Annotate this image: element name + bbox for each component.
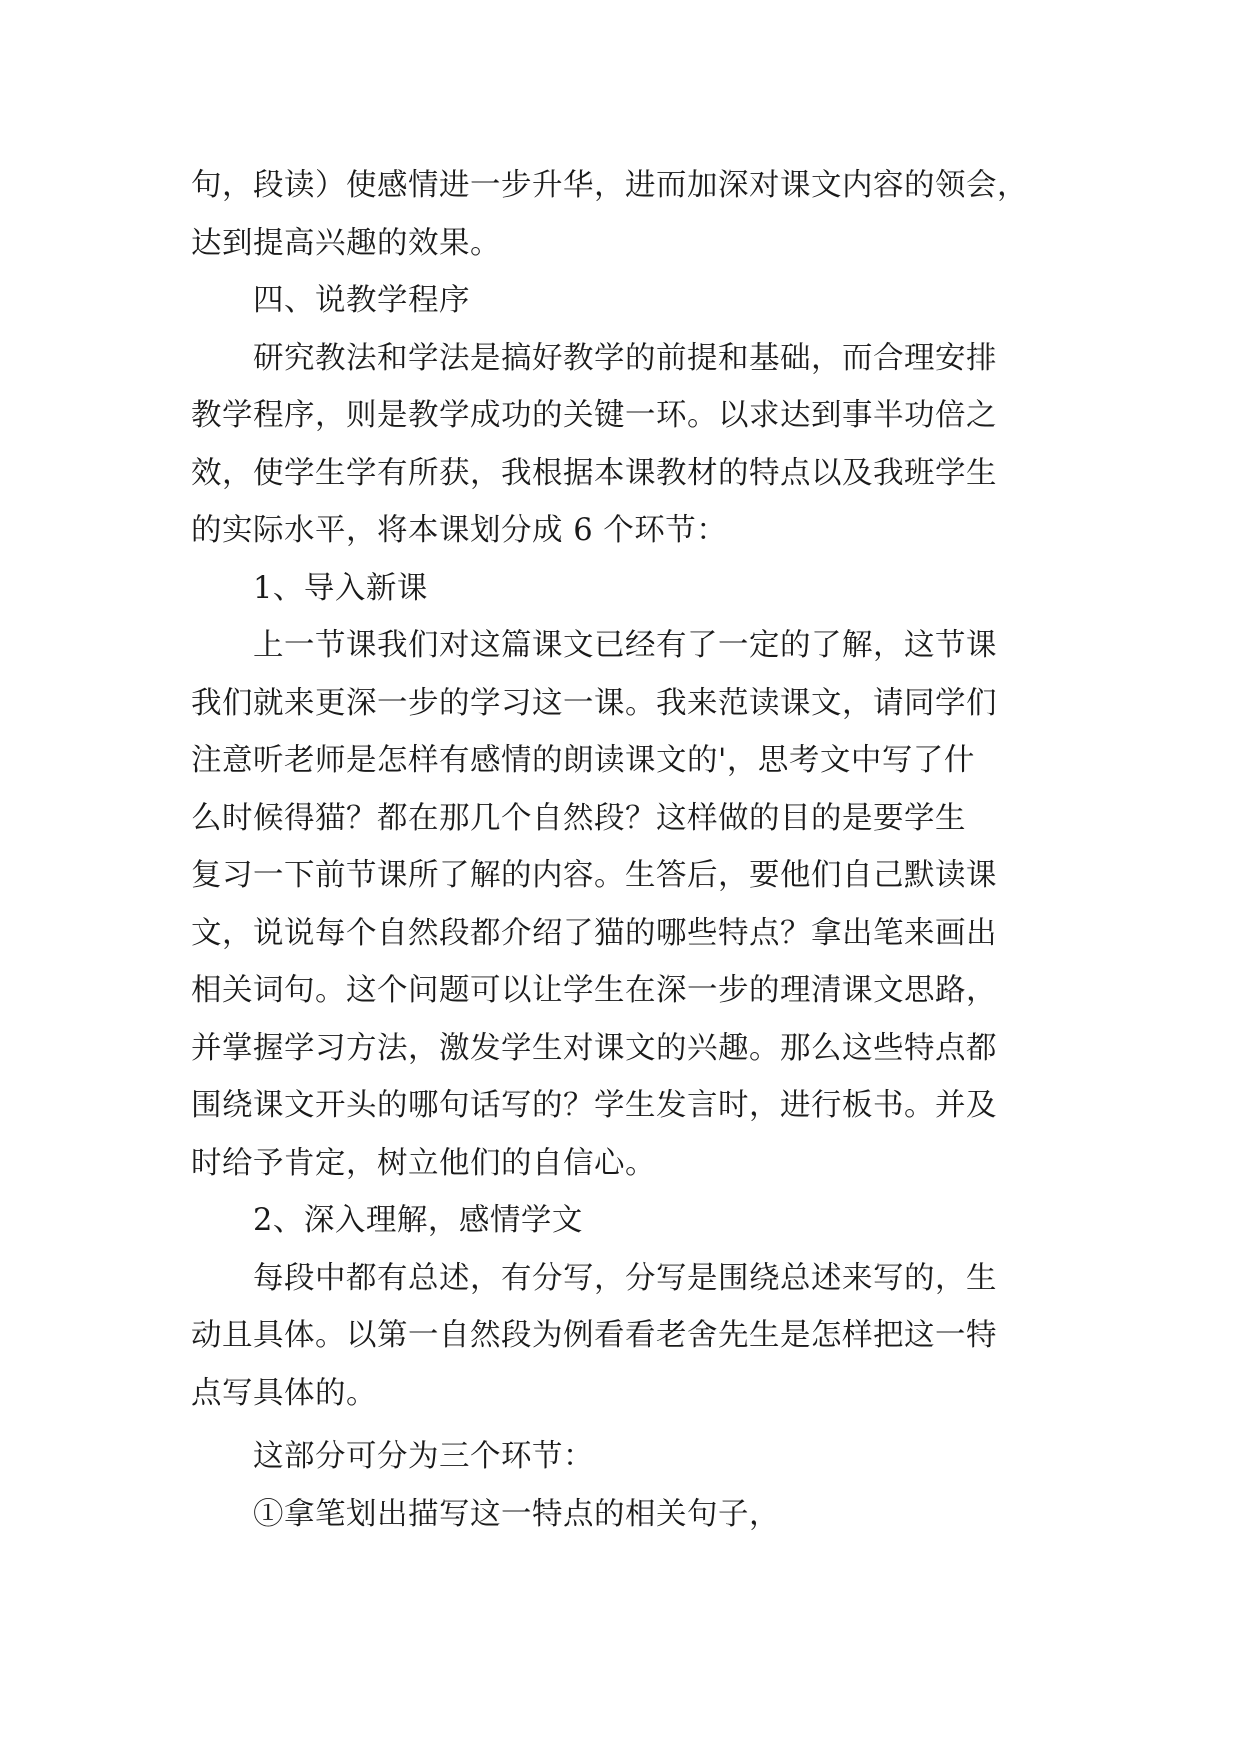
text-line: 复习一下前节课所了解的内容。生答后，要他们自己默读课 <box>191 858 997 893</box>
paragraph-start: 研究教法和学法是搞好教学的前提和基础，而合理安排 <box>253 340 997 376</box>
text-line: 点写具体的。 <box>191 1375 377 1411</box>
text-line: 么时候得猫？都在那几个自然段？这样做的目的是要学生 <box>191 800 966 836</box>
text-line: 的实际水平，将本课划分成 6 个环节： <box>191 513 728 548</box>
text-line: 动且具体。以第一自然段为例看看老舍先生是怎样把这一特 <box>191 1318 997 1353</box>
subsection-heading: 1、导入新课 <box>253 570 428 606</box>
paragraph-start: 上一节课我们对这篇课文已经有了一定的了解，这节课 <box>253 628 997 663</box>
text-line: 教学程序，则是教学成功的关键一环。以求达到事半功倍之 <box>191 398 997 433</box>
text-line: 并掌握学习方法，激发学生对课文的兴趣。那么这些特点都 <box>191 1030 997 1066</box>
text-line: 相关词句。这个问题可以让学生在深一步的理清课文思路， <box>191 973 997 1008</box>
subsection-heading: 2、深入理解，感情学文 <box>253 1203 583 1238</box>
section-heading: 四、说教学程序 <box>253 283 470 318</box>
text-line: 句，段读）使感情进一步升华，进而加深对课文内容的领会， <box>191 168 1028 203</box>
text-line: 文，说说每个自然段都介绍了猫的哪些特点？拿出笔来画出 <box>191 915 997 951</box>
text-line: 效，使学生学有所获，我根据本课教材的特点以及我班学生 <box>191 455 997 491</box>
paragraph-start: 这部分可分为三个环节： <box>253 1439 594 1474</box>
text-line: 围绕课文开头的哪句话写的？学生发言时，进行板书。并及 <box>191 1088 997 1123</box>
text-line: 我们就来更深一步的学习这一课。我来范读课文，请同学们 <box>191 685 997 721</box>
list-item: ①拿笔划出描写这一特点的相关句子， <box>253 1496 780 1532</box>
document-body <box>191 157 1051 1543</box>
text-line: 达到提高兴趣的效果。 <box>191 225 501 261</box>
text-line: 注意听老师是怎样有感情的朗读课文的'，思考文中写了什 <box>191 743 975 778</box>
paragraph-start: 每段中都有总述，有分写，分写是围绕总述来写的，生 <box>253 1260 997 1296</box>
text-line: 时给予肯定，树立他们的自信心。 <box>191 1145 656 1181</box>
